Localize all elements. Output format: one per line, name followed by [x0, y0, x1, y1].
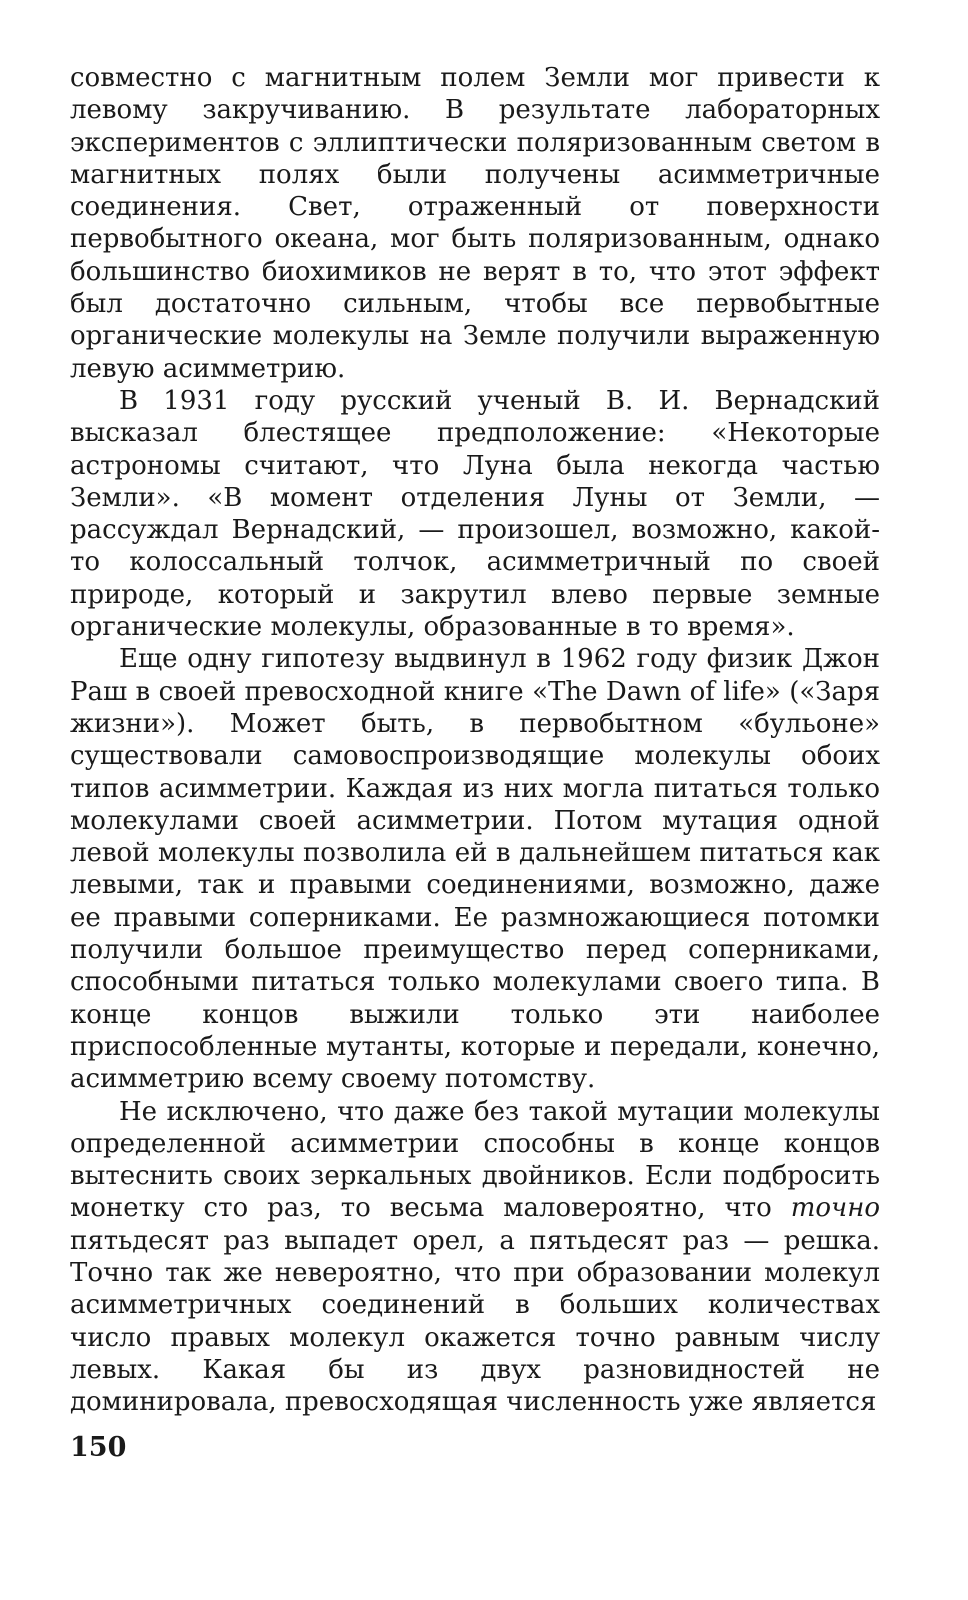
page-text: [70, 62, 880, 1418]
paragraph-1: совместно с магнитным полем Земли мог привести к левому закручиванию. В результате лабораторных экспериментов с эллиптически поляризованным светом в магнитных полях были получены асимметричные соединения. Свет, отраженный от поверхности первобытного океана, мог быть поляризованным, однако большинство биохимиков не верят в то, что этот эффект был достаточно сильным, чтобы все первобытные органические молекулы на Земле получили выраженную левую асимметрию.: [70, 63, 880, 384]
paragraph-4-emphasis: точно: [790, 1193, 880, 1224]
paragraph-4-text-before: Не исключено, что даже без такой мутации молекулы определенной асимметрии способны в конце концов вытеснить своих зеркальных двойников. Если подбросить монетку сто раз, то весьма маловероятно, что: [70, 1096, 880, 1224]
page-number: 150: [70, 1432, 127, 1463]
paragraph-4: [70, 1096, 880, 1419]
paragraph-3: Еще одну гипотезу выдвинул в 1962 году физик Джон Раш в своей превосходной книге «The Dawn of life» («Заря жизни»). Может быть, в первобытном «бульоне» существовали самовоспроизводящие молекулы обоих типов асимметрии. Каждая из них могла питаться только молекулами своей асимметрии. Потом мутация одной левой молекулы позволила ей в дальнейшем питаться как левыми, так и правыми соединениями, возможно, даже ее правыми соперниками. Ее размножающиеся потомки получили большое преимущество перед соперниками, способными питаться только молекулами своего типа. В конце концов выжили только эти наиболее приспособленные мутанты, которые и передали, конечно, асимметрию всему своему потомству.: [70, 644, 880, 1095]
paragraph-4-text-after: пятьдесят раз выпадет орел, а пятьдесят раз — решка. Точно так же невероятно, что при образовании молекул асимметричных соединений в больших количествах число правых молекул окажется точно равным числу левых. Какая бы из двух разновидностей не доминировала, превосходящая численность уже является: [70, 1225, 880, 1418]
paragraph-2: В 1931 году русский ученый В. И. Вернадский высказал блестящее предположение: «Некоторые астрономы считают, что Луна была некогда частью Земли». «В момент отделения Луны от Земли, — рассуждал Вернадский, — произошел, возможно, какой-то колоссальный толчок, асимметричный по своей природе, который и закрутил влево первые земные органические молекулы, образованные в то время».: [70, 385, 880, 643]
